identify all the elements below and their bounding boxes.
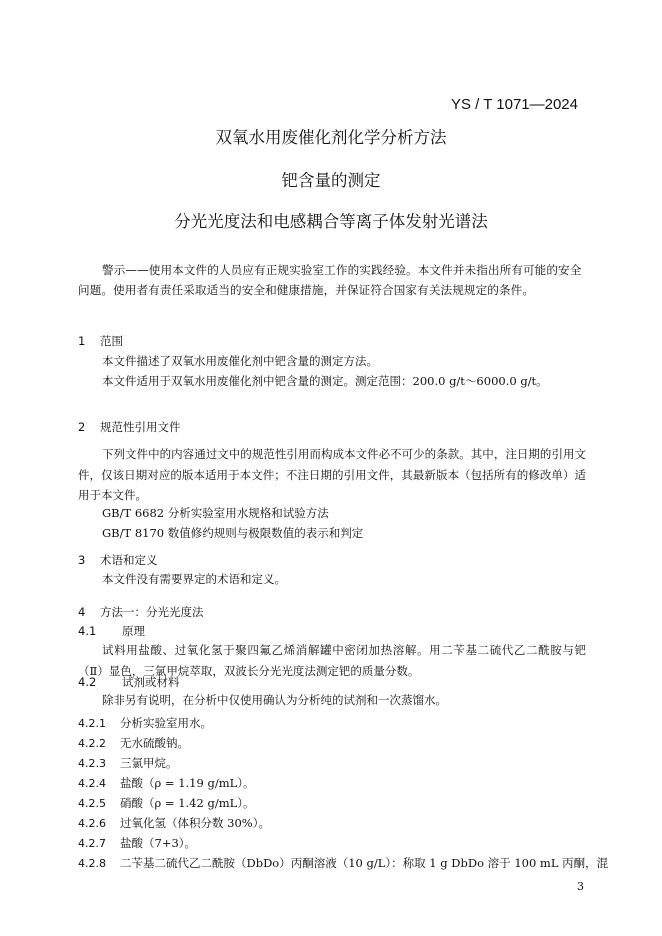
item-number: 4.2.6 xyxy=(78,817,106,830)
reference-gbt-6682: GB/T 6682 分析实验室用水规格和试验方法 xyxy=(102,506,329,520)
subtitle: 钯含量的测定 xyxy=(281,171,381,190)
subsection-title: 试剂或材料 xyxy=(122,675,180,689)
reagent-item xyxy=(78,812,270,831)
section-title: 范围 xyxy=(100,334,123,348)
section-number: 1 xyxy=(78,334,86,348)
section-heading-refs xyxy=(78,419,181,435)
section-number: 4 xyxy=(78,605,86,619)
section-number: 2 xyxy=(78,420,86,434)
section-number: 3 xyxy=(78,553,86,567)
item-text: 盐酸（7+3）。 xyxy=(120,836,197,850)
section-title: 术语和定义 xyxy=(100,553,158,567)
reagent-item xyxy=(78,712,212,731)
main-title: 双氧水用废催化剂化学分析方法 xyxy=(215,128,447,147)
reagent-item xyxy=(78,772,255,791)
section-title: 方法一：分光光度法 xyxy=(100,605,204,619)
item-text: 过氧化氢（体积分数 30%）。 xyxy=(120,816,270,830)
item-text: 三氯甲烷。 xyxy=(120,756,178,770)
subsection-title: 原理 xyxy=(122,624,145,638)
item-text: 二苄基二硫代乙二酰胺（DbDo）丙酮溶液（10 g/L）：称取 1 g DbDo 溶于 100 mL 丙酮，混 xyxy=(120,856,609,870)
subsection-heading-reagents xyxy=(78,674,180,690)
terms-paragraph: 本文件没有需要界定的术语和定义。 xyxy=(102,572,286,586)
item-text: 盐酸（ρ = 1.19 g/mL）。 xyxy=(120,776,255,790)
reagents-intro: 除非另有说明，在分析中仅使用确认为分析纯的试剂和一次蒸馏水。 xyxy=(102,693,447,707)
reagent-item xyxy=(78,852,608,871)
scope-paragraph-1: 本文件描述了双氧水用废催化剂中钯含量的测定方法。 xyxy=(102,354,378,368)
section-title: 规范性引用文件 xyxy=(100,420,181,434)
subsection-number: 4.1 xyxy=(78,624,97,638)
item-number: 4.2.2 xyxy=(78,737,106,750)
item-number: 4.2.4 xyxy=(78,777,106,790)
standard-number: YS / T 1071—2024 xyxy=(450,96,578,113)
subsection-heading-principle xyxy=(78,623,145,639)
subsection-number: 4.2 xyxy=(78,675,97,689)
reagent-item xyxy=(78,792,255,811)
scope-paragraph-2: 本文件适用于双氧水用废催化剂中钯含量的测定。测定范围：200.0 g/t～6000.0 g/t。 xyxy=(102,374,548,388)
section-heading-scope xyxy=(78,333,123,349)
item-number: 4.2.5 xyxy=(78,797,106,810)
section-heading-terms xyxy=(78,552,158,568)
reagent-item xyxy=(78,832,196,851)
reagent-item xyxy=(78,732,189,751)
method-title: 分光光度法和电感耦合等离子体发射光谱法 xyxy=(174,212,488,231)
warning-notice: 警示——使用本文件的人员应有正规实验室工作的实践经验。本文件并未指出所有可能的安全问题。使用者有责任采取适当的安全和健康措施，并保证符合国家有关法规规定的条件。 xyxy=(78,263,582,297)
reference-gbt-8170: GB/T 8170 数值修约规则与极限数值的表示和判定 xyxy=(102,526,364,540)
item-number: 4.2.1 xyxy=(78,717,106,730)
refs-paragraph: 下列文件中的内容通过文中的规范性引用而构成本文件必不可少的条款。其中，注日期的引用文件，仅该日期对应的版本适用于本文件；不注日期的引用文件，其最新版本（包括所有的修改单）适用于本文件。 xyxy=(78,447,586,502)
item-text: 硝酸（ρ = 1.42 g/mL）。 xyxy=(120,796,255,810)
item-number: 4.2.8 xyxy=(78,857,106,870)
section-heading-method1 xyxy=(78,604,204,620)
page-number: 3 xyxy=(577,880,584,893)
reagent-item xyxy=(78,752,178,771)
item-number: 4.2.7 xyxy=(78,837,106,850)
item-number: 4.2.3 xyxy=(78,757,106,770)
item-text: 无水硫酸钠。 xyxy=(120,736,189,750)
principle-paragraph: 试料用盐酸、过氧化氢于聚四氟乙烯消解罐中密闭加热溶解。用二苄基二硫代乙二酰胺与钯（Ⅱ）显色，三氯甲烷萃取，双波长分光光度法测定钯的质量分数。 xyxy=(78,643,586,678)
item-text: 分析实验室用水。 xyxy=(120,716,212,730)
